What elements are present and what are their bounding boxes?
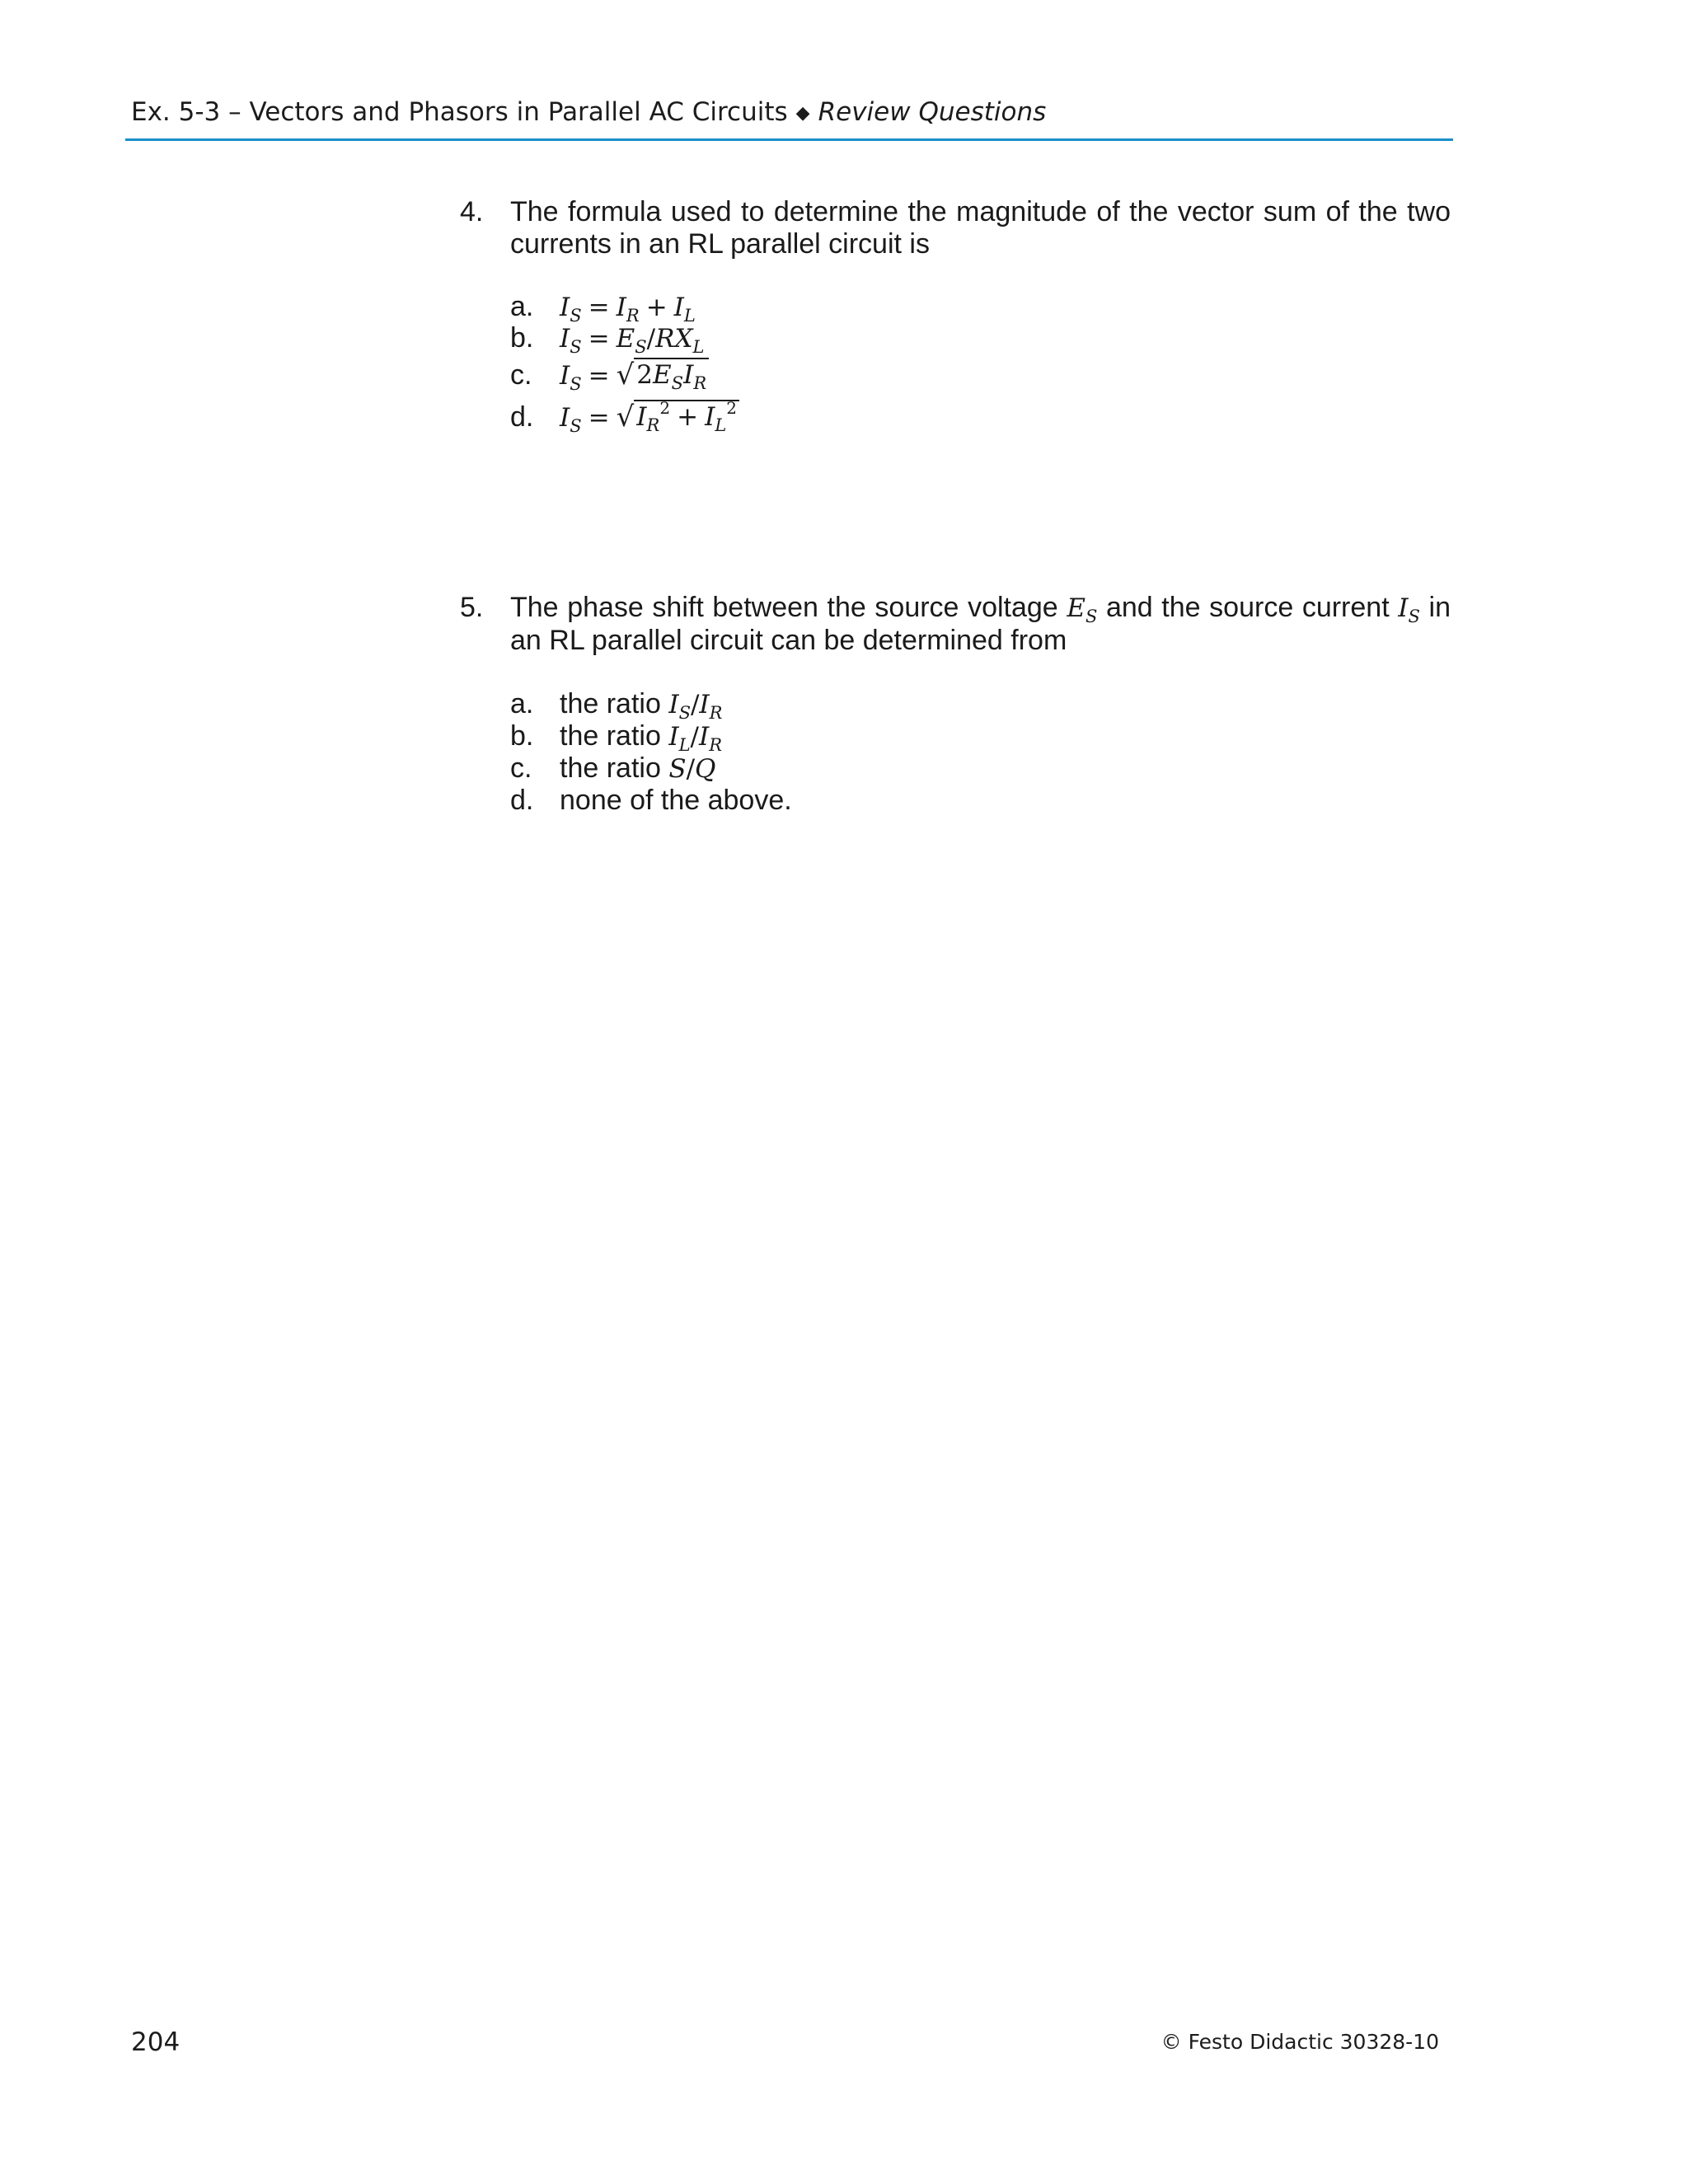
- running-header: [131, 97, 1450, 127]
- question-stem: [460, 592, 1451, 657]
- diamond-separator-icon: ◆: [795, 103, 810, 124]
- option-a: [510, 688, 1451, 723]
- option-formula: $I_S = I_R + I_L$: [560, 293, 696, 326]
- square-root-icon: √ $I_R^2 + I_L^2$: [617, 400, 739, 431]
- copyright-notice: © Festo Didactic 30328-10: [1160, 2030, 1439, 2054]
- option-letter: d.: [510, 401, 534, 433]
- source-current-symbol: $I_S$: [1398, 593, 1420, 626]
- option-letter: c.: [510, 359, 532, 391]
- option-formula: $I_S$ = √ $I_R^2 + I_L^2$: [560, 397, 739, 438]
- option-letter: b.: [510, 322, 534, 354]
- option-letter: a.: [510, 291, 534, 322]
- option-d: [510, 785, 1451, 816]
- answer-options: [460, 688, 1451, 816]
- question-5: [460, 592, 1451, 816]
- option-a: [510, 291, 1451, 326]
- option-b: [510, 720, 1451, 755]
- question-text: The formula used to determine the magnitude of the vector sum of the two currents in an RL parallel circuit is: [510, 196, 1451, 260]
- square-root-icon: √ $2E_SI_R$: [617, 358, 710, 389]
- option-b: [510, 322, 1451, 357]
- option-formula: $I_S$ = √ $2E_SI_R$: [560, 355, 709, 396]
- option-c: [510, 354, 1451, 396]
- question-4: [460, 196, 1451, 438]
- source-voltage-symbol: $E_S$: [1067, 593, 1098, 626]
- header-exercise-title: Ex. 5-3 – Vectors and Phasors in Parallel AC Circuits: [131, 97, 788, 127]
- option-formula: $I_L/I_R$: [668, 722, 723, 755]
- option-text: none of the above.: [560, 785, 792, 816]
- option-text: the ratio: [560, 688, 661, 719]
- question-text: The phase shift between the source voltage $E_S$ and the source current $I_S$ in an RL parallel circuit can be determined from: [510, 592, 1451, 656]
- header-section-title: Review Questions: [818, 97, 1047, 127]
- option-formula: $I_S = E_S/RX_L$: [560, 324, 705, 357]
- question-number: 5.: [460, 592, 484, 623]
- option-text: the ratio: [560, 720, 661, 752]
- question-stem: [460, 196, 1451, 260]
- answer-options: [460, 292, 1451, 438]
- page-number: 204: [131, 2027, 181, 2057]
- option-letter: d.: [510, 785, 534, 816]
- header-divider: [125, 138, 1453, 141]
- option-c: [510, 752, 1451, 785]
- option-formula: S/Q: [668, 754, 716, 784]
- option-letter: c.: [510, 752, 532, 784]
- option-letter: a.: [510, 688, 534, 719]
- option-d: [510, 396, 1451, 438]
- option-formula: $I_S/I_R$: [668, 690, 723, 723]
- option-letter: b.: [510, 720, 534, 752]
- option-text: the ratio: [560, 752, 661, 784]
- question-number: 4.: [460, 196, 484, 227]
